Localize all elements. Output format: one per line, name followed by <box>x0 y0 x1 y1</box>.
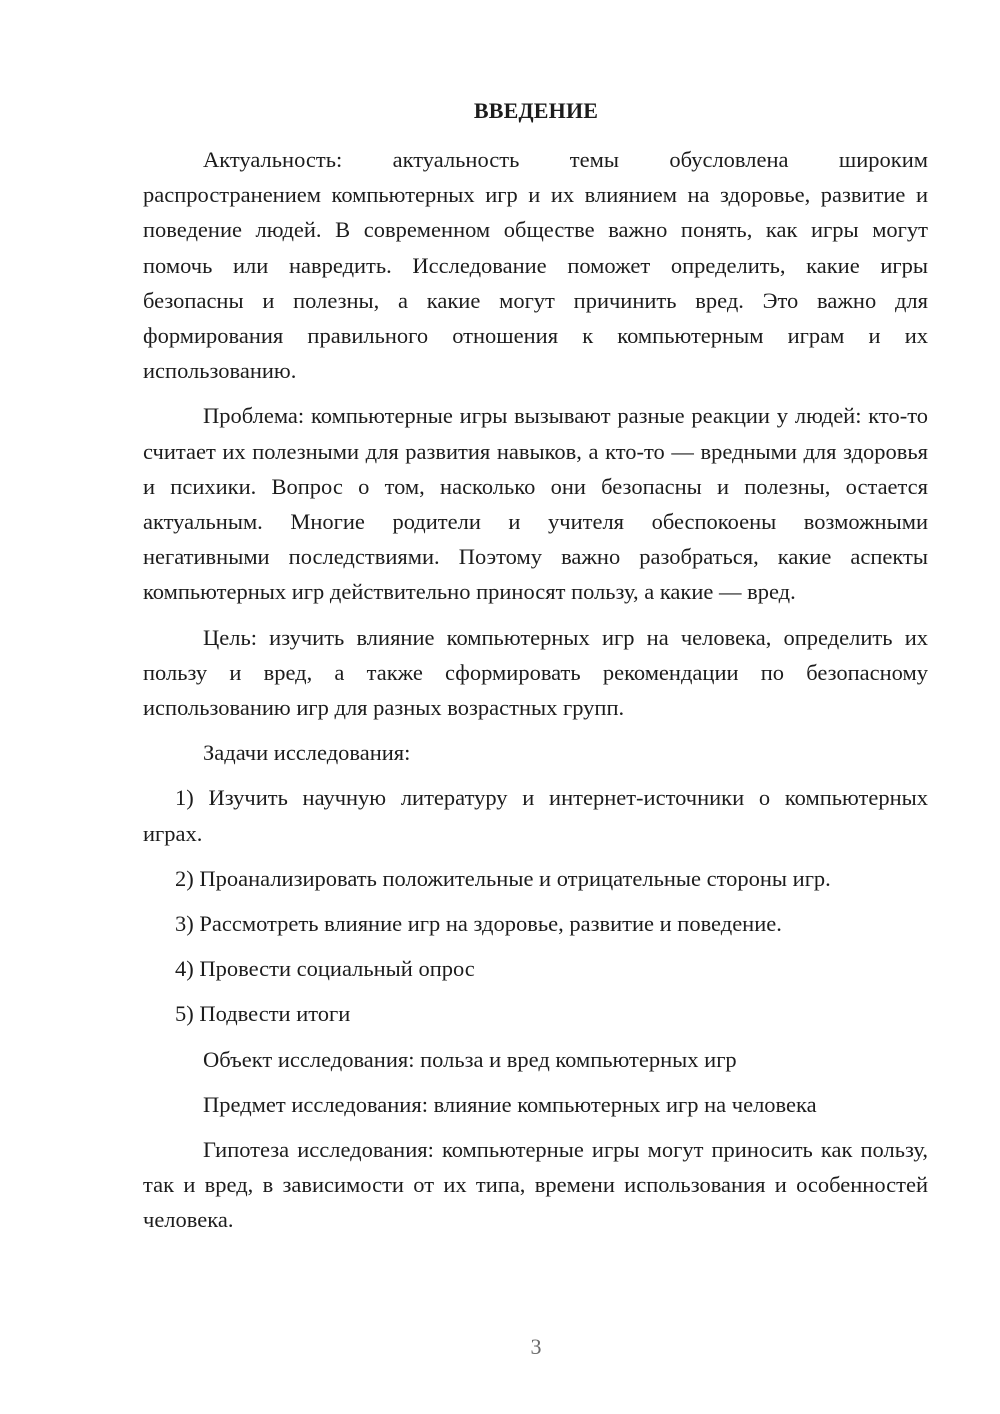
paragraph-relevance: Актуальность: актуальность темы обусловлена широким распространением компьютерных игр и их влиянием на здоровье, развитие и поведение людей. В современном обществе важно понять, как игры могут помочь или навредить. Исследование поможет определить, какие игры безопасны и полезны, а какие могут причинить вред. Это важно для формирования правильного отношения к компьютерным играм и их использованию. <box>143 147 928 384</box>
tasks-heading: Задачи исследования: <box>203 740 411 766</box>
paragraph-problem: Проблема: компьютерные игры вызывают разные реакции у людей: кто-то считает их полезными для развития навыков, а кто-то — вредными для здоровья и психики. Вопрос о том, насколько они безопасны и полезны, остается актуальным. Многие родители и учителя обеспокоены возможными негативными последствиями. Поэтому важно разобраться, какие аспекты компьютерных игр действительно приносят пользу, а какие — вред. <box>143 403 928 605</box>
research-hypothesis: Гипотеза исследования: компьютерные игры могут приносить как пользу, так и вред, в зависимости от их типа, времени использования и особенностей человека. <box>143 1137 928 1233</box>
paragraph-goal: Цель: изучить влияние компьютерных игр на человека, определить их пользу и вред, а также сформировать рекомендации по безопасному использованию игр для разных возрастных групп. <box>143 624 928 721</box>
page-number: 3 <box>530 1334 542 1359</box>
task-item-4: 4) Провести социальный опрос <box>175 956 475 982</box>
task-item-2: 2) Проанализировать положительные и отрицательные стороны игр. <box>175 865 831 891</box>
document-body <box>143 142 928 1248</box>
task-item-3: 3) Рассмотреть влияние игр на здоровье, развитие и поведение. <box>175 911 782 937</box>
task-item-5: 5) Подвести итоги <box>175 1001 351 1027</box>
research-subject: Предмет исследования: влияние компьютерных игр на человека <box>203 1091 817 1117</box>
page-title: ВВЕДЕНИЕ <box>473 98 599 123</box>
research-object: Объект исследования: польза и вред компьютерных игр <box>203 1046 737 1072</box>
task-item-1: 1) Изучить научную литературу и интернет-источники о компьютерных играх. <box>143 785 928 846</box>
